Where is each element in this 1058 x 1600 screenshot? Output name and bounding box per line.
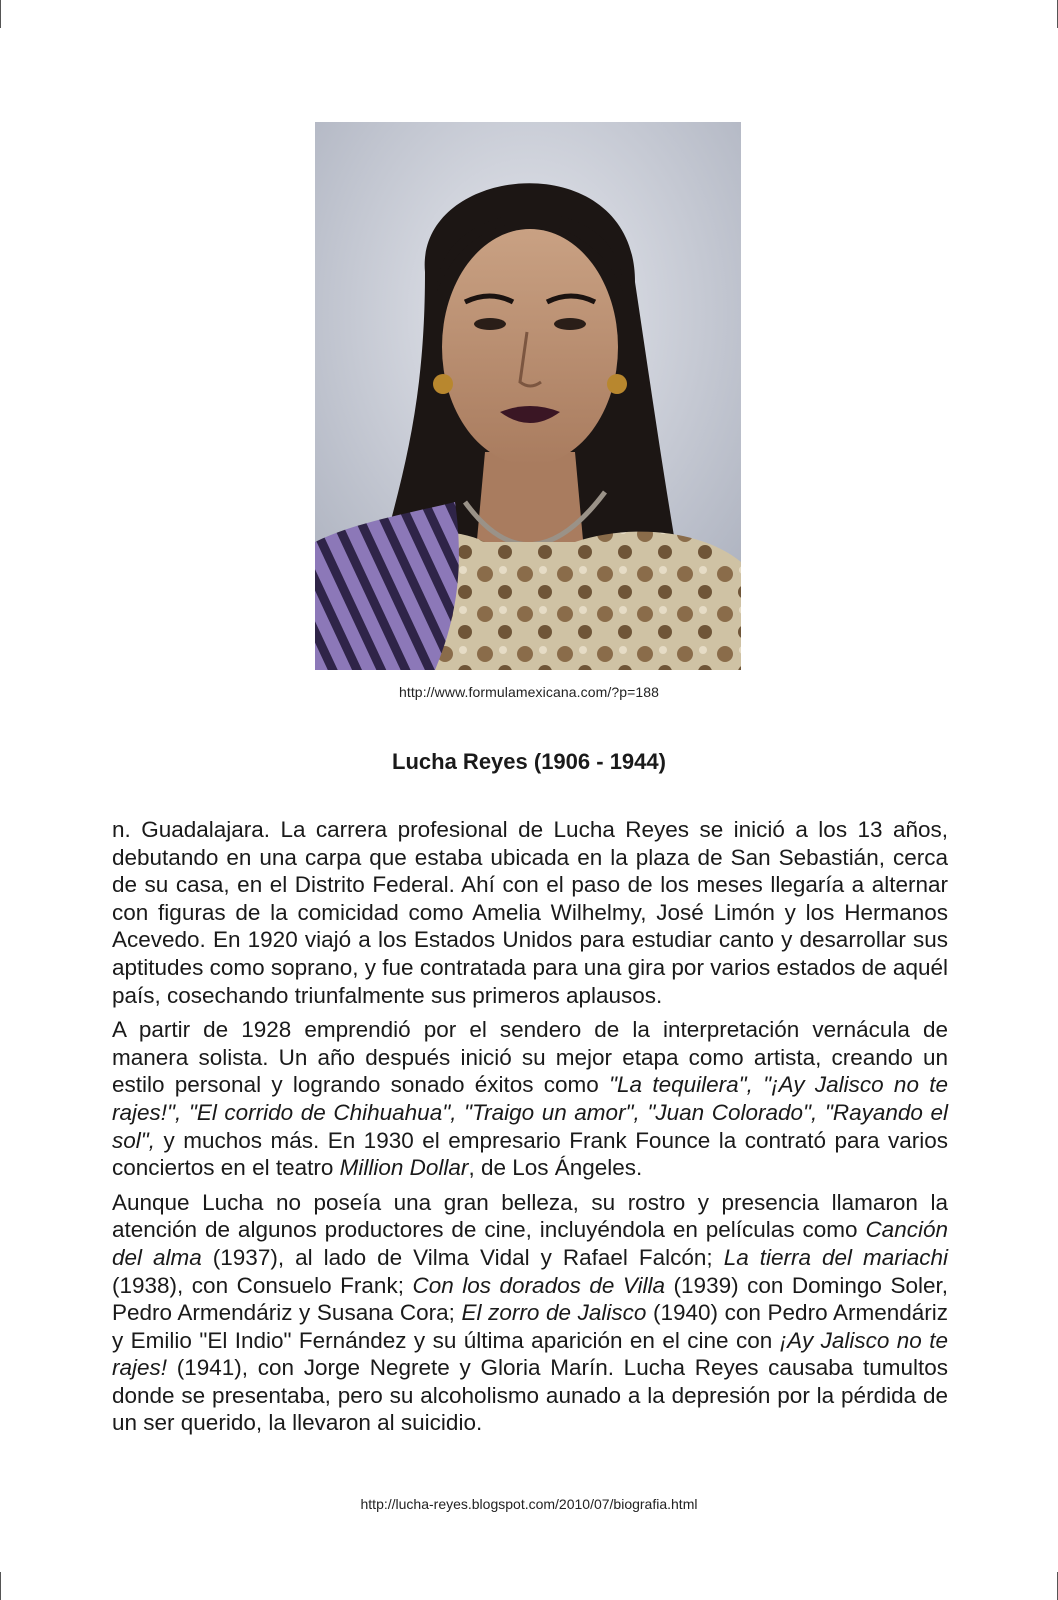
text-run: , de Los Ángeles. [468,1155,643,1181]
italic-title: Million Dollar [339,1155,469,1181]
italic-title: La tierra del mariachi [723,1244,949,1270]
italic-title: El zorro de Jalisco [461,1300,647,1326]
photo-credit: http://www.formulamexicana.com/?p=188 [398,684,660,700]
text-run: (1941), con Jorge Negrete y Gloria Marín. Lucha Reyes causaba tumultos donde se presentaba, pero su alcoholismo aunado a la depresión por la pérdida de un ser querido, la llevaron al suicidio. [112,1355,948,1436]
crop-mark [0,1572,1,1600]
italic-title: ¡Ay Jalisco no te rajes! [112,1327,948,1381]
text-run: (1938), con Consuelo Frank; [112,1272,413,1298]
text-run: n. Guadalajara. La carrera profesional de Lucha Reyes se inició a los 13 años, debutando en una carpa que estaba ubicada en la plaza de San Sebastián, cerca de su casa, en el Distrito Federal. Ahí con el paso de los meses llegaría a alternar con figuras de la comicidad como Amelia Wilhelmy, José Limón y los Hermanos Acevedo. En 1920 viajó a los Estados Unidos para estudiar canto y desarrollar sus aptitudes como soprano, y fue contratada para una gira por varios estados de aquél país, cosechando triunfalmente sus primeros aplausos. [112,817,948,1008]
text-run: A partir de 1928 emprendió por el sendero de la interpretación vernácula de manera solista. Un año después inició su mejor etapa como artista, creando un estilo personal y logrando sonado éxitos como [112,1017,948,1098]
source-url: http://lucha-reyes.blogspot.com/2010/07/biografia.html [360,1496,698,1512]
portrait-photo [315,122,741,670]
text-run: (1937), al lado de Vilma Vidal y Rafael Falcón; [201,1244,724,1270]
paragraph [112,1016,948,1182]
text-run: Aunque Lucha no poseía una gran belleza, su rostro y presencia llamaron la atención de algunos productores de cine, incluyéndola en películas como [112,1189,948,1243]
italic-title: "La tequilera", "¡Ay Jalisco no te rajes!", "El corrido de Chihuahua", "Traigo un amor", "Juan Colorado", "Rayando el sol", [112,1072,948,1153]
page-title: Lucha Reyes (1906 - 1944) [392,749,666,774]
italic-title: Canción del alma [112,1217,948,1270]
text-run: y muchos más. En 1930 el empresario Frank Founce la contrató para varios conciertos en el teatro [112,1127,948,1181]
crop-mark [0,0,1,28]
paragraph [112,816,948,1009]
paragraph [112,1189,948,1437]
text-run: (1940) con Pedro Armendáriz y Emilio "El Indio" Fernández y su última aparición en el cine con [112,1300,948,1353]
italic-title: Con los dorados de Villa [412,1272,666,1298]
biography-text [112,816,948,1444]
text-run: (1939) con Domingo Soler, Pedro Armendáriz y Susana Cora; [112,1272,948,1326]
